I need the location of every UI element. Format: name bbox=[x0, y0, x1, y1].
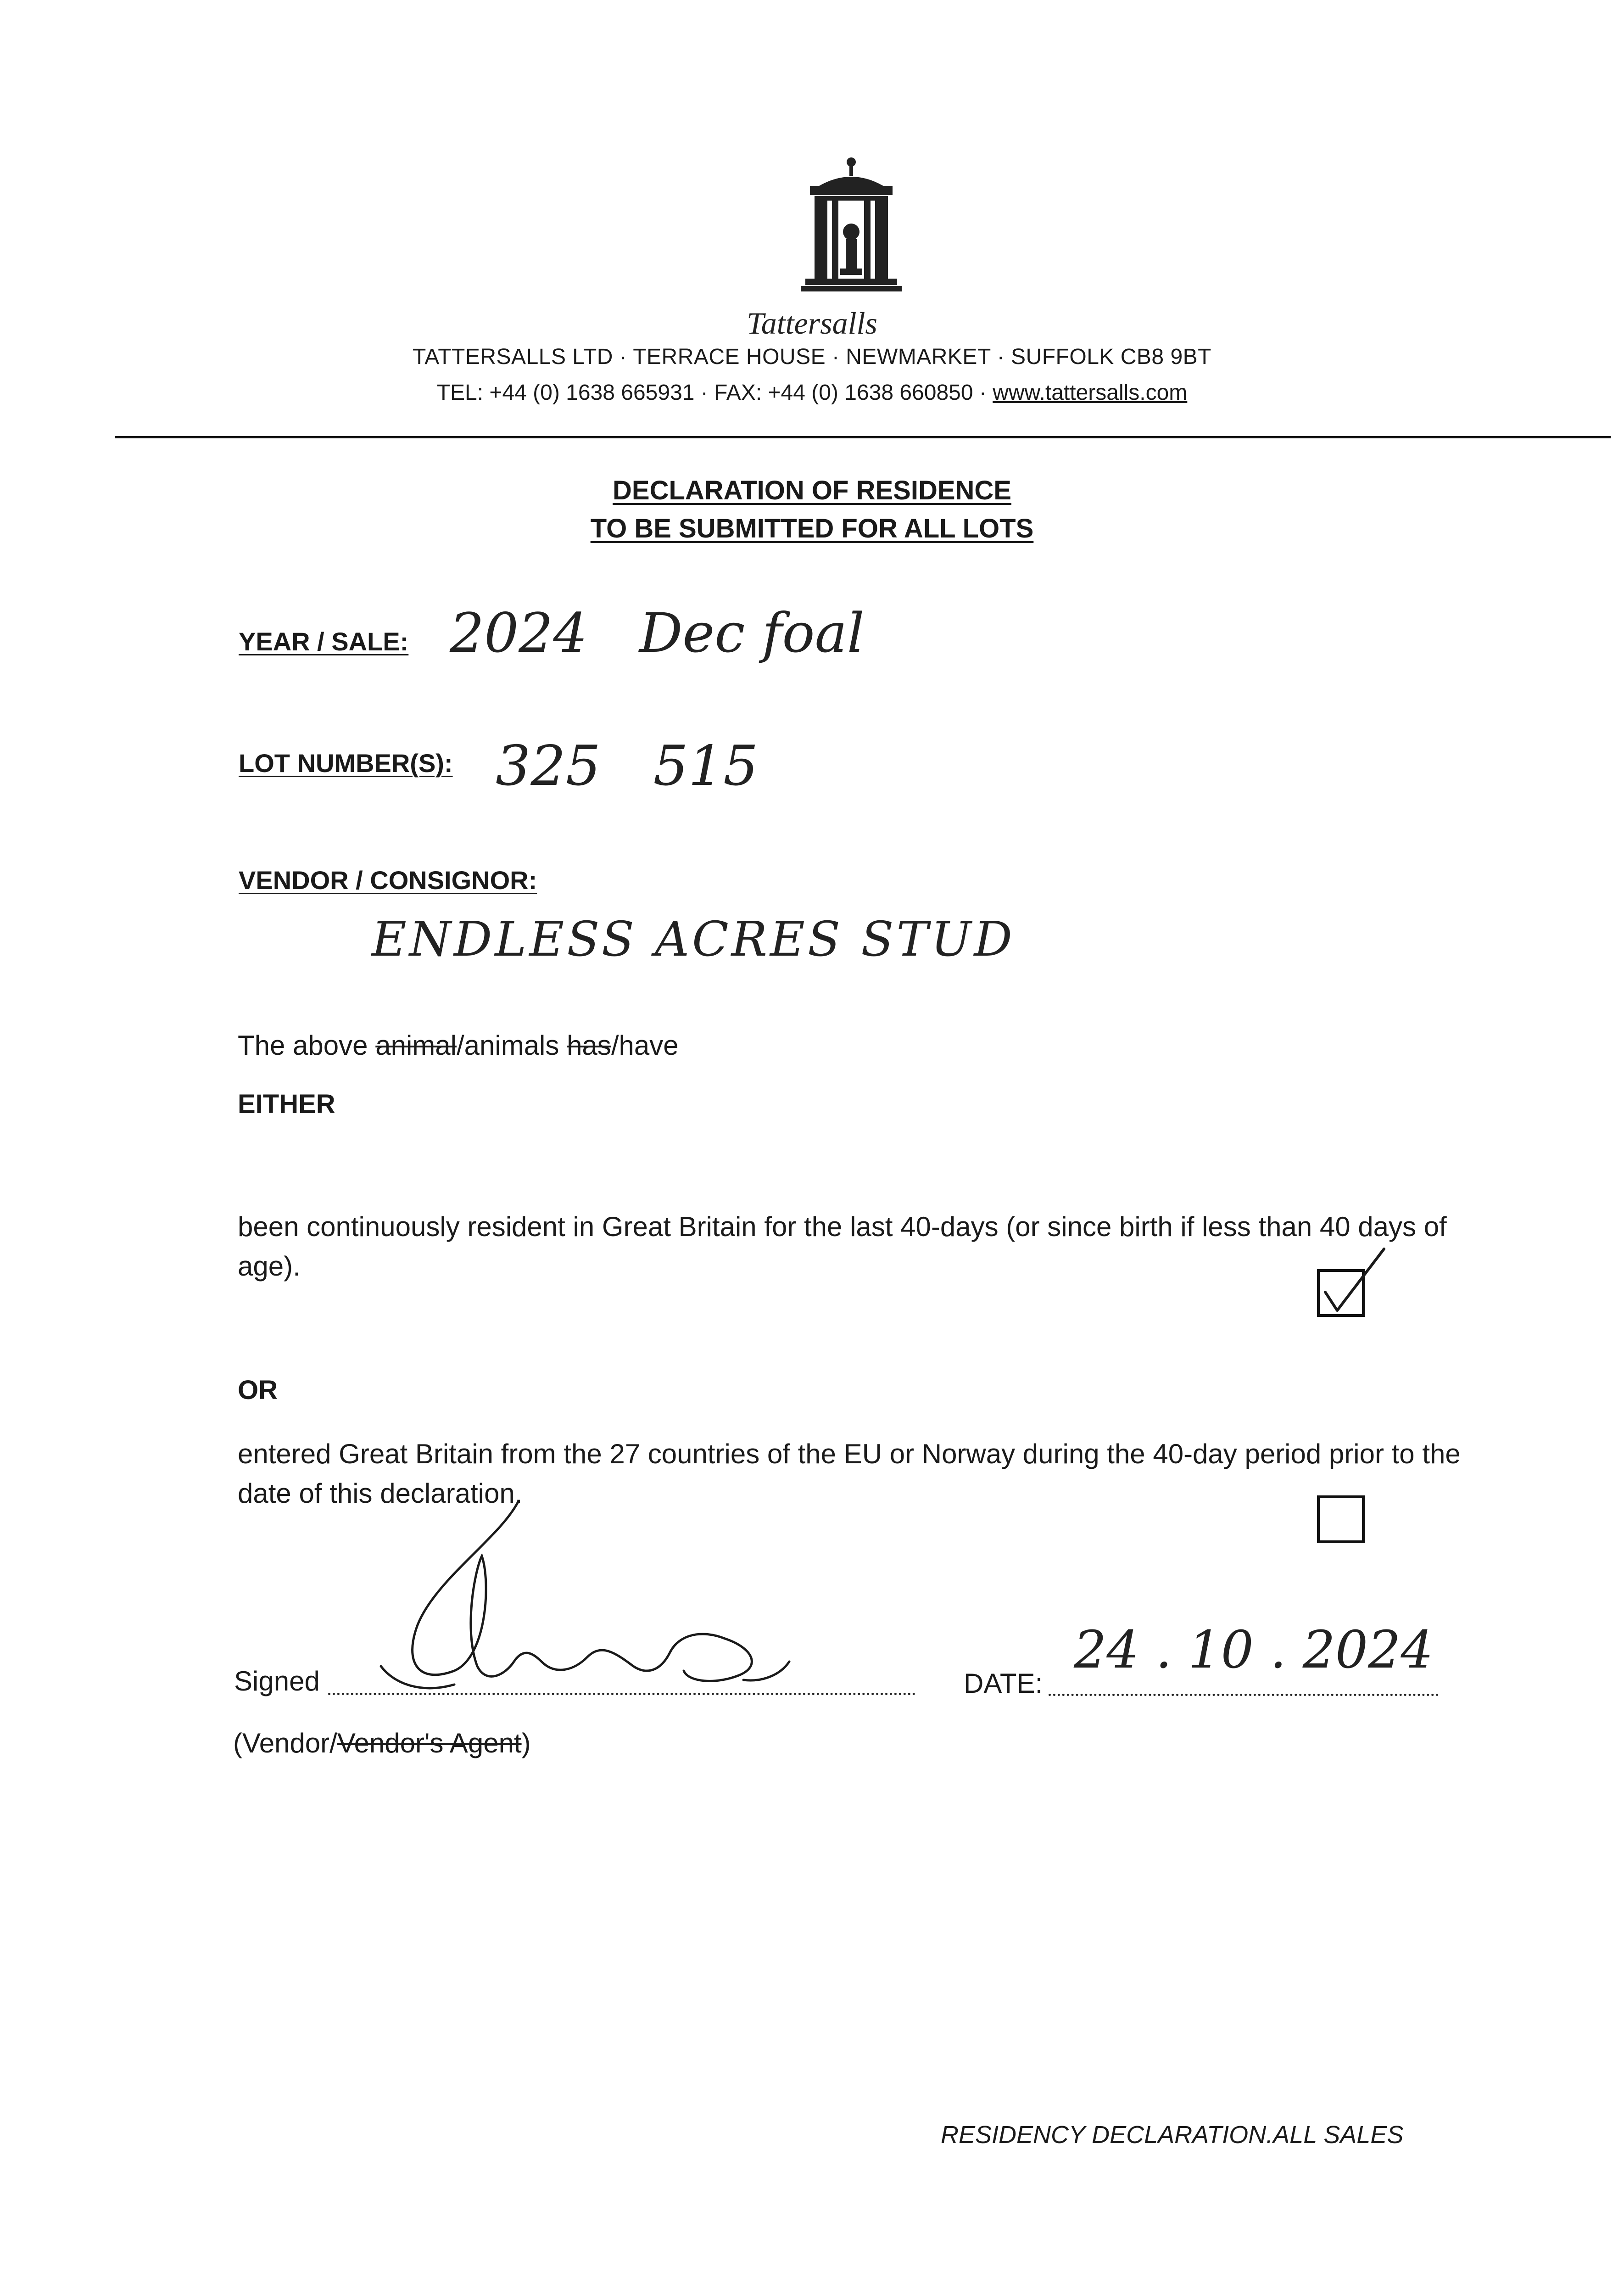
signer-role bbox=[233, 1724, 531, 1763]
option1-text: been continuously resident in Great Britain for the last 40-days (or since birth if less than 40 days of age). bbox=[238, 1211, 1447, 1282]
website-link[interactable]: www.tattersalls.com bbox=[993, 381, 1188, 405]
document-footer: RESIDENCY DECLARATION.ALL SALES bbox=[941, 2121, 1404, 2149]
tattersalls-logo bbox=[801, 154, 902, 301]
handwritten-signature[interactable] bbox=[367, 1501, 854, 1703]
struck-animal: animal bbox=[375, 1030, 457, 1061]
form-subtitle: TO BE SUBMITTED FOR ALL LOTS bbox=[590, 514, 1034, 543]
option2-text: entered Great Britain from the 27 countries of the EU or Norway during the 40-day period prior to the date of this declaration. bbox=[238, 1439, 1461, 1509]
form-title: DECLARATION OF RESIDENCE bbox=[613, 476, 1011, 505]
lot-numbers-label: LOT NUMBER(S): bbox=[239, 749, 453, 778]
animals-statement bbox=[238, 1026, 679, 1065]
or-label: OR bbox=[238, 1375, 278, 1405]
struck-vendors-agent: Vendor's Agent bbox=[337, 1728, 522, 1758]
date-value[interactable]: 24 . 10 . 2024 bbox=[1074, 1620, 1434, 1680]
lot-numbers-value[interactable]: 325 515 bbox=[496, 734, 759, 798]
year-sale-label: YEAR / SALE: bbox=[239, 627, 409, 656]
contact-phone-fax: TEL: +44 (0) 1638 665931 · FAX: +44 (0) 1638 660850 · bbox=[436, 381, 993, 405]
statement-prefix: The above bbox=[238, 1030, 376, 1061]
statement-have: /have bbox=[611, 1030, 679, 1061]
date-line bbox=[1049, 1694, 1439, 1696]
signed-label: Signed bbox=[234, 1666, 320, 1696]
vendor-value[interactable]: ENDLESS ACRES STUD bbox=[372, 911, 1015, 967]
company-contact bbox=[0, 380, 1624, 405]
option2-checkbox[interactable] bbox=[1317, 1495, 1365, 1543]
option1-checkbox[interactable] bbox=[1317, 1269, 1365, 1317]
statement-animals: /animals bbox=[456, 1030, 567, 1061]
brand-name: Tattersalls bbox=[747, 306, 877, 341]
vendor-label: VENDOR / CONSIGNOR: bbox=[239, 866, 537, 895]
header-divider bbox=[115, 436, 1611, 438]
year-sale-value[interactable]: 2024 Dec foal bbox=[450, 601, 865, 665]
date-label: DATE: bbox=[964, 1668, 1043, 1699]
checkmark-icon bbox=[1320, 1272, 1362, 1314]
either-label: EITHER bbox=[238, 1089, 335, 1119]
company-address: TATTERSALLS LTD · TERRACE HOUSE · NEWMARKET · SUFFOLK CB8 9BT bbox=[413, 345, 1211, 369]
role-prefix: (Vendor/ bbox=[233, 1728, 337, 1758]
struck-has: has bbox=[567, 1030, 611, 1061]
role-suffix: ) bbox=[521, 1728, 531, 1758]
